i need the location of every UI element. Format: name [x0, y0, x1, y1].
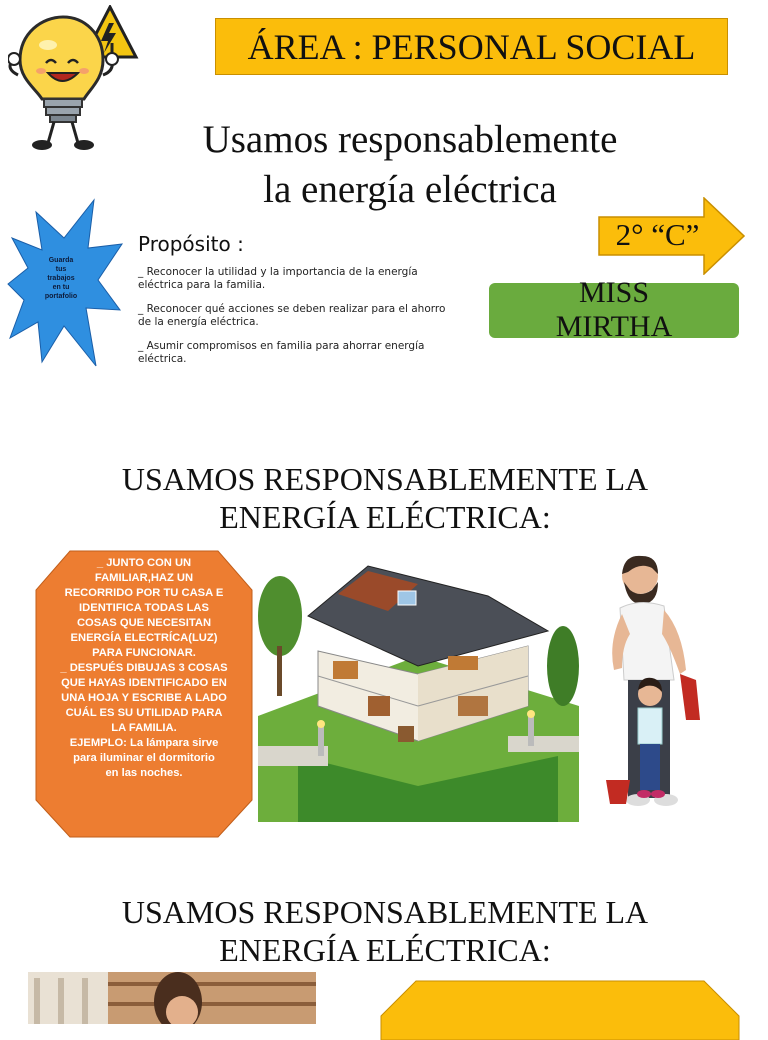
- area-label: ÁREA : PERSONAL SOCIAL: [247, 26, 696, 67]
- instruction-line: en las noches.: [105, 767, 183, 779]
- family-illustration: [600, 550, 720, 812]
- instruction-line: PARA FUNCIONAR.: [92, 647, 196, 659]
- instruction-line: para iluminar el dormitorio: [73, 752, 215, 764]
- instruction-line: _ JUNTO CON UN: [96, 557, 192, 569]
- instruction-line: ENERGÍA ELECTRÍCA(LUZ): [70, 632, 218, 644]
- section-title-line: ENERGÍA ELÉCTRICA:: [219, 499, 551, 535]
- badge-line: tus: [55, 266, 67, 273]
- house-cutaway-illustration: [258, 556, 579, 822]
- grade-label: 2° “C”: [615, 217, 700, 252]
- badge-line: Guarda: [48, 257, 74, 264]
- instruction-line: QUE HAYAS IDENTIFICADO EN: [61, 677, 227, 689]
- purpose-item: _ Reconocer la utilidad y la importancia de la energía eléctrica para la familia.: [138, 266, 418, 291]
- instruction-line: UNA HOJA Y ESCRIBE A LADO: [61, 692, 227, 704]
- badge-line: trabajos: [47, 275, 75, 282]
- area-banner: [215, 18, 728, 75]
- instruction-line: _ DESPUÉS DIBUJAS 3 COSAS: [60, 662, 228, 674]
- title-line-2: la energía eléctrica: [263, 168, 557, 211]
- purpose-item: _ Reconocer qué acciones se deben realizar para el ahorro de la energía eléctrica.: [138, 303, 446, 328]
- title-line-1: Usamos responsablemente: [202, 118, 618, 161]
- instruction-line: EJEMPLO: La lámpara sirve: [69, 737, 219, 749]
- teacher-name: [489, 276, 739, 344]
- instruction-line: FAMILIAR,HAZ UN: [94, 572, 194, 584]
- purpose-heading: Propósito :: [138, 232, 244, 256]
- instruction-line: LA FAMILIA.: [111, 722, 177, 734]
- instruction-line: RECORRIDO POR TU CASA E: [64, 587, 224, 599]
- section-title: [50, 460, 720, 536]
- instruction-line: IDENTIFICA TODAS LAS: [79, 602, 209, 614]
- purpose-item: _ Asumir compromisos en familia para ahorrar energía eléctrica.: [138, 340, 425, 365]
- instruction-line: COSAS QUE NECESITAN: [76, 617, 212, 629]
- section-title-line: ENERGÍA ELÉCTRICA:: [219, 932, 551, 968]
- section-title: [50, 893, 720, 969]
- teacher-name-line: MIRTHA: [555, 310, 673, 343]
- section-title-line: USAMOS RESPONSABLEMENTE LA: [121, 461, 649, 497]
- star-badge-text: [32, 256, 90, 301]
- teacher-name-line: MISS: [578, 276, 650, 309]
- bottom-yellow-box-shape: [380, 980, 740, 1040]
- child-photo-illustration: [28, 972, 316, 1024]
- instruction-line: CUÁL ES SU UTILIDAD PARA: [65, 707, 223, 719]
- badge-line: portafolio: [44, 293, 78, 300]
- instructions-text: [44, 556, 244, 781]
- badge-line: en tu: [52, 284, 70, 291]
- section-title-line: USAMOS RESPONSABLEMENTE LA: [121, 894, 649, 930]
